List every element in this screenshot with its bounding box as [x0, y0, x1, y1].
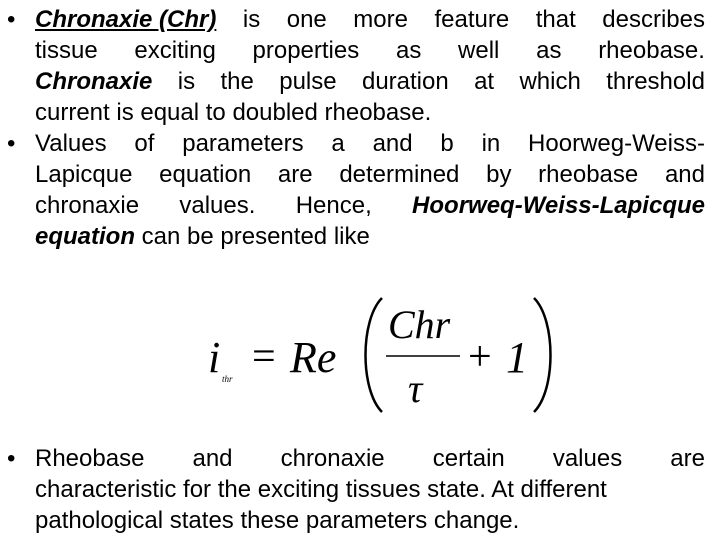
term-chronaxie: Chronaxie [35, 68, 153, 95]
word: which [519, 68, 581, 95]
word: determined [339, 161, 460, 188]
word: well [458, 37, 500, 64]
text-line [35, 443, 705, 474]
text-line [35, 159, 705, 190]
eq-left-paren [366, 298, 383, 412]
hoorweg-weiss-lapicque-equation [200, 290, 560, 420]
text-line [35, 128, 705, 159]
word: is [177, 68, 196, 95]
word: as [395, 37, 422, 64]
word: Hoorweg-Weiss- [528, 130, 705, 157]
word: and [192, 445, 233, 472]
sentence: can be presented like [141, 223, 370, 250]
text-line [35, 190, 705, 221]
text-line [35, 505, 705, 536]
word: that [535, 6, 576, 33]
text-line [35, 97, 705, 128]
term-hoorweg-weiss-lapicque: Hoorweq-Weiss-Lapicque [412, 192, 705, 219]
word: exciting [134, 37, 216, 64]
eq-right-paren [534, 298, 551, 412]
text-line [35, 66, 705, 97]
eq-plus: + [468, 334, 492, 380]
eq-lhs-i: i [208, 333, 221, 382]
word: is [242, 6, 261, 33]
word: Lapicque [35, 161, 133, 188]
eq-rheobase: Re [290, 333, 337, 382]
word: chronaxie [35, 192, 140, 219]
text-line [35, 4, 705, 35]
word: and [372, 130, 413, 157]
text-line [35, 474, 705, 505]
sentence: pathological states these parameters change. [35, 507, 520, 534]
word: Hence, [295, 192, 372, 219]
text-line [35, 35, 705, 66]
eq-lhs-subscript: thr [222, 374, 233, 384]
term-equation: equation [35, 223, 135, 250]
word: equation [159, 161, 252, 188]
word: more [353, 6, 408, 33]
word: rheobase [538, 161, 639, 188]
word: Values [35, 130, 107, 157]
word: as [536, 37, 562, 64]
bullet-symbol: • [7, 445, 16, 472]
term-chronaxie-chr: Chronaxie (Chr) [35, 6, 217, 33]
word: by [486, 161, 512, 188]
word: properties [252, 37, 360, 64]
word: describes [602, 6, 705, 33]
word: the [220, 68, 254, 95]
word: threshold [606, 68, 705, 95]
word: in [481, 130, 501, 157]
word: tissue [35, 37, 98, 64]
text-line [35, 221, 705, 252]
word: certain [432, 445, 505, 472]
word: b [440, 130, 454, 157]
word: of [134, 130, 155, 157]
eq-equals: = [252, 334, 276, 380]
word: duration [361, 68, 449, 95]
sentence: characteristic for the exciting tissues state. At different [35, 476, 607, 503]
word: are [277, 161, 313, 188]
word: and [664, 161, 705, 188]
word: pulse [279, 68, 337, 95]
eq-numerator: Chr [388, 302, 451, 347]
sentence: current is equal to doubled rheobase. [35, 99, 432, 126]
word: chronaxie [280, 445, 385, 472]
word: Rheobase [35, 445, 145, 472]
eq-one: 1 [506, 333, 528, 382]
word: parameters [182, 130, 304, 157]
word: feature [434, 6, 510, 33]
bullet-symbol: • [7, 6, 16, 33]
eq-denominator-tau: τ [408, 366, 423, 411]
word: values. [179, 192, 256, 219]
word: at [474, 68, 495, 95]
word: values [552, 445, 623, 472]
word: rheobase. [598, 37, 705, 64]
word: are [670, 445, 705, 472]
word: a [331, 130, 345, 157]
bullet-symbol: • [7, 130, 16, 157]
word: one [286, 6, 327, 33]
